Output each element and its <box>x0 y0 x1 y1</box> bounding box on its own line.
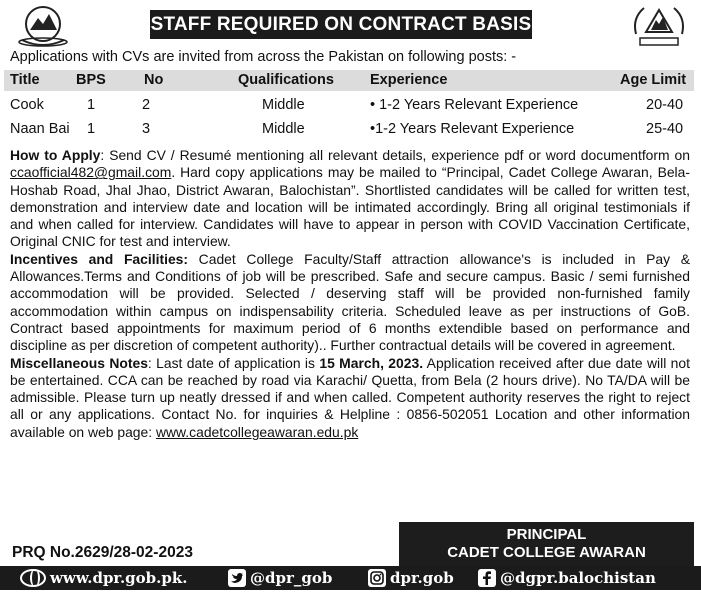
incentives-text: Cadet College Faculty/Staff attraction allowance's is included in Pay & Allowances.Terms and Conditions of job will be prescribed. Safe and secure campus. Basic / semi furnished accommodation will be provided. Selected / deserving staff will be provided non-furnished family accommodation within campus on indispensability criteria. Scheduled leave as per instructions of GoB. Contract based appointments for maximum period of 6 months extendible based on performance and discipline as per discretion of competent authority).. Further contractual details will be covered in agreement. <box>10 250 690 354</box>
instagram-icon <box>368 569 386 587</box>
last-date: 15 March, 2023. <box>319 354 424 371</box>
how-to-apply-section <box>10 147 690 251</box>
column-bps: BPS <box>76 72 106 88</box>
footer-twitter-text: @dpr_gob <box>250 569 333 587</box>
misc-text: : Last date of application is <box>147 354 320 371</box>
footer-instagram[interactable] <box>368 569 454 587</box>
footer-twitter[interactable] <box>228 569 332 587</box>
footer-facebook[interactable] <box>478 569 656 587</box>
college-crest-icon <box>628 4 690 50</box>
advertisement-body <box>10 147 690 441</box>
how-to-apply-heading: How to Apply <box>10 147 101 163</box>
footer-bar <box>0 566 701 590</box>
footer-instagram-text: dpr.gob <box>390 569 454 587</box>
cell-bps: 1 <box>87 97 96 113</box>
signature-organization: CADET COLLEGE AWARAN <box>447 544 646 561</box>
globe-icon <box>20 569 46 587</box>
cell-no: 3 <box>142 121 151 137</box>
column-title: Title <box>10 72 40 88</box>
misc-section <box>10 355 690 441</box>
website-link[interactable]: www.cadetcollegeawaran.edu.pk <box>155 423 359 440</box>
cell-experience: • 1-2 Years Relevant Experience <box>370 97 579 113</box>
cell-no: 2 <box>142 97 151 113</box>
facebook-icon <box>478 569 496 587</box>
column-no: No <box>144 72 164 88</box>
cell-age: 20-40 <box>646 97 684 113</box>
incentives-heading: Incentives and Facilities: <box>10 250 189 267</box>
table-header <box>4 70 694 91</box>
intro-text: Applications with CVs are invited from across the Pakistan on following posts: - <box>10 49 517 65</box>
misc-text-cont: Application received after due date will not be entertained. CCA can be reached by road via Karachi/ Quetta, from Bela (2 hours drive). No TA/DA will be admissible. Please turn up neatly dressed if and when called. Competent authority reserves the right to reject all or any applications. Contact No. for inquiries & Helpline : 0856-502051 Location and other information available on web page: <box>10 354 690 440</box>
how-to-apply-text: : Send CV / Resumé mentioning all relevant details, experience pdf or word documentform on <box>100 147 690 163</box>
govt-emblem-icon <box>12 4 74 50</box>
cell-qualification: Middle <box>262 121 305 137</box>
footer-website[interactable] <box>20 569 187 587</box>
cell-qualification: Middle <box>262 97 305 113</box>
cell-age: 25-40 <box>646 121 684 137</box>
column-experience: Experience <box>370 72 448 88</box>
twitter-icon <box>228 569 246 587</box>
cell-experience: •1-2 Years Relevant Experience <box>370 121 575 137</box>
footer-facebook-text: @dgpr.balochistan <box>500 569 656 587</box>
page-title: STAFF REQUIRED ON CONTRACT BASIS <box>150 10 532 39</box>
misc-heading: Miscellaneous Notes <box>10 354 148 371</box>
signature-title: PRINCIPAL <box>506 526 587 543</box>
footer-website-text: www.dpr.gob.pk. <box>50 569 188 587</box>
email-link[interactable]: ccaofficial482@gmail.com <box>10 164 172 181</box>
table-row <box>4 119 694 141</box>
incentives-section <box>10 251 690 355</box>
table-row <box>4 95 694 117</box>
prq-number: PRQ No.2629/28-02-2023 <box>12 544 193 561</box>
how-to-apply-text-cont: . Hard copy applications may be mailed to “Principal, Cadet College Awaran, Bela-Hoshab Road, Jhal Jhao, District Awaran, Balochistan”. Shortlisted candidates will be called for written test, demonstration and interview date and location will be intimated accordingly. Bring all original testimonials if and when called for interview. Candidates will have to appear in person with COVID Vaccination Certificate, Original CNIC for test and interview. <box>10 164 690 250</box>
cell-title: Naan Bai <box>10 121 70 137</box>
cell-bps: 1 <box>87 121 96 137</box>
column-age-limit: Age Limit <box>620 72 687 88</box>
cell-title: Cook <box>10 97 44 113</box>
signature-block <box>399 522 694 566</box>
column-qualifications: Qualifications <box>238 72 334 88</box>
